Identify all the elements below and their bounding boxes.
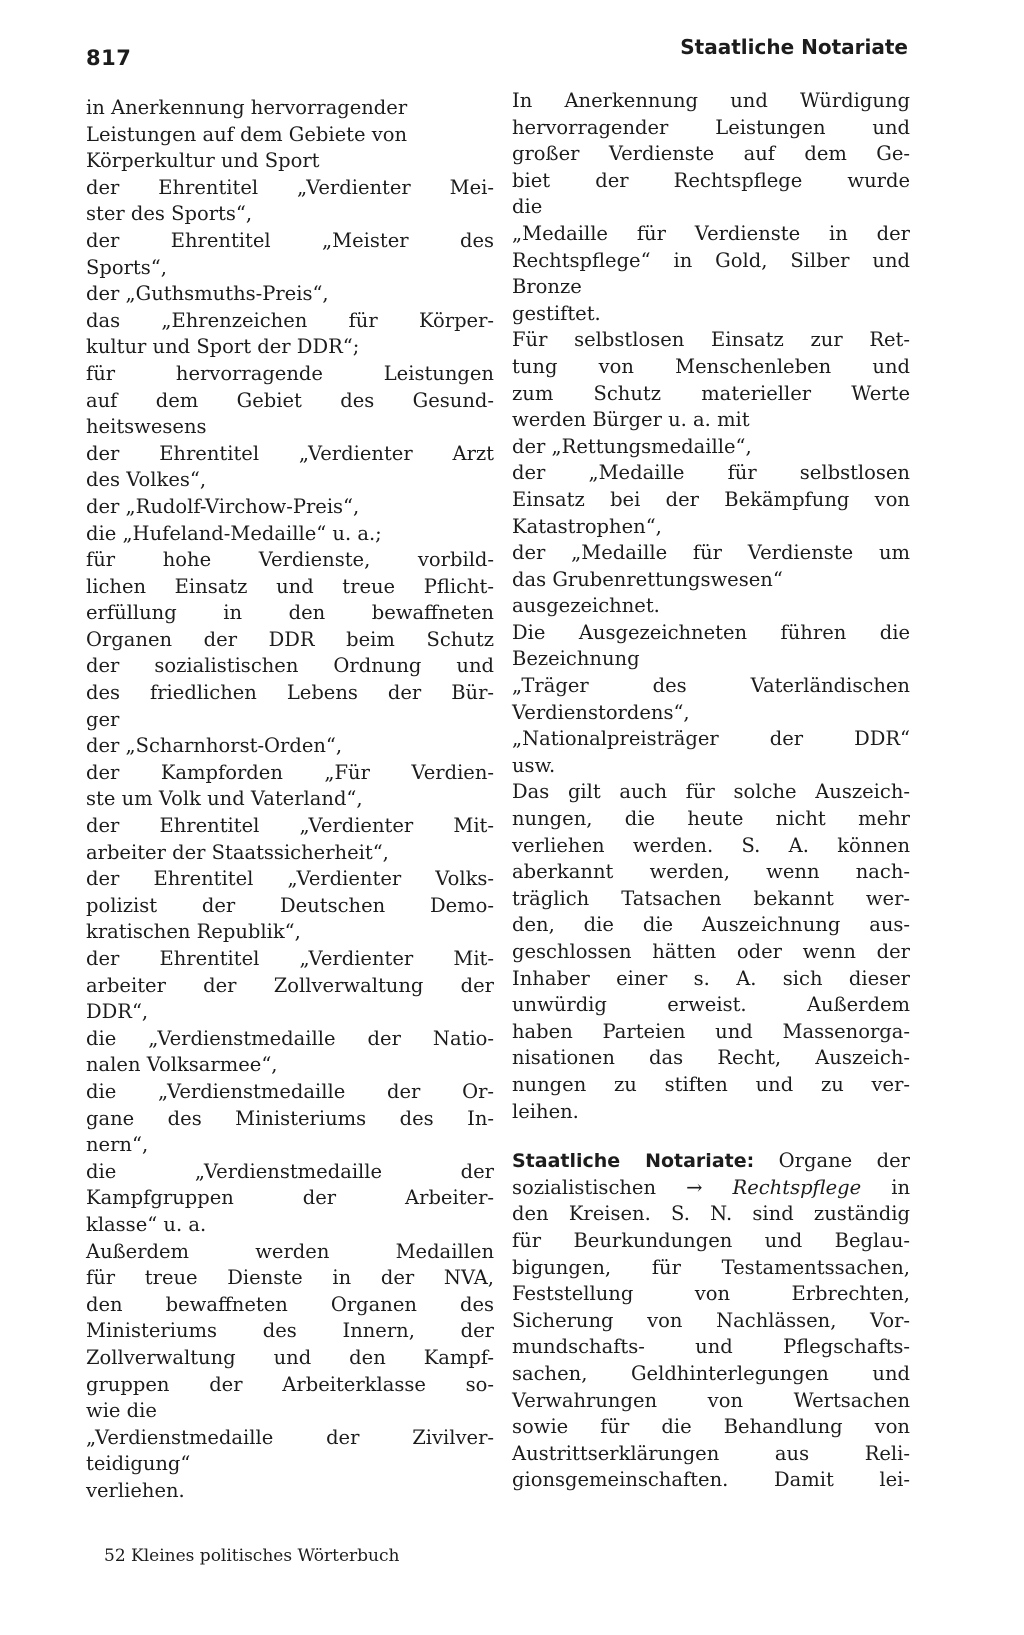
entry-first-line-rest: Organe der [778, 1149, 910, 1173]
cross-reference-arrow-icon: → [686, 1175, 703, 1199]
text-line: haben Parteien und Massenorga- [512, 1019, 910, 1043]
text-line: Zollverwaltung und den Kampf- [86, 1345, 494, 1369]
text-line: leihen. [512, 1099, 579, 1123]
text-line: der „Guthsmuths-Preis“, [86, 282, 329, 306]
text-line: der „Rettungsmedaille“, [512, 434, 752, 458]
text-line: verliehen werden. S. A. können [512, 833, 910, 857]
text-line: erfüllung in den bewaffneten [86, 601, 494, 625]
text-line: Rechtspflege“ in Gold, Silber und [512, 248, 910, 272]
text-line: Organen der DDR beim Schutz [86, 627, 494, 651]
text-line: unwürdig erweist. Außerdem [512, 993, 910, 1017]
dictionary-entry [512, 1148, 910, 1494]
text-line: „Medaille für Verdienste in der [512, 221, 910, 245]
text-line: der Ehrentitel „Verdienter Volks- [86, 867, 494, 891]
text-line: klasse“ u. a. [86, 1212, 207, 1236]
text-line: des friedlichen Lebens der Bür- [86, 681, 494, 705]
text-line: Sicherung von Nachlässen, Vor- [512, 1308, 910, 1332]
text-line: Katastrophen“, [512, 514, 662, 538]
text-line: nisationen das Recht, Auszeich- [512, 1046, 910, 1070]
text-line: ausgezeichnet. [512, 594, 660, 618]
text-line: nungen, die heute nicht mehr [512, 807, 910, 831]
text-line: hervorragender Leistungen und [512, 115, 910, 139]
text-line: Die Ausgezeichneten führen die [512, 620, 910, 644]
text-line: der Ehrentitel „Meister des [86, 228, 494, 252]
text-line: „Träger des Vaterländischen [512, 674, 910, 698]
text-line: ger [86, 707, 120, 731]
text-line: die „Verdienstmedaille der [86, 1159, 494, 1183]
text-line: wie die [86, 1399, 157, 1423]
text-line: DDR“, [86, 1000, 149, 1024]
text-line: arbeiter der Zollverwaltung der [86, 973, 494, 997]
text-line: nern“, [86, 1133, 149, 1157]
text-line: sowie für die Behandlung von [512, 1415, 910, 1439]
text-line: Bezeichnung [512, 647, 640, 671]
page-number: 817 [86, 46, 132, 70]
text-line: „Nationalpreisträger der DDR“ [512, 727, 910, 751]
text-line: werden Bürger u. a. mit [512, 408, 750, 432]
text-line: der Kampforden „Für Verdien- [86, 760, 494, 784]
text-line: den Kreisen. S. N. sind zuständig [512, 1202, 910, 1226]
text-line: Einsatz bei der Bekämpfung von [512, 487, 910, 511]
text-line: Körperkultur und Sport [86, 149, 320, 173]
entry-first-line [512, 1148, 910, 1175]
right-column-body [512, 88, 910, 1125]
text-line: den, die die Auszeichnung aus- [512, 913, 910, 937]
text-line: Feststellung von Erbrechten, [512, 1282, 910, 1306]
text-line: für hervorragende Leistungen [86, 361, 494, 385]
text-line: Sports“, [86, 255, 167, 279]
text-line: zum Schutz materieller Werte [512, 381, 910, 405]
text-line: ster des Sports“, [86, 202, 253, 226]
text-line: Kampfgruppen der Arbeiter- [86, 1186, 494, 1210]
text-line: mundschafts- und Pflegschafts- [512, 1335, 910, 1359]
text-line: der „Medaille für selbstlosen [512, 461, 910, 485]
text-line: der sozialistischen Ordnung und [86, 654, 494, 678]
text-line: geschlossen hätten oder wenn der [512, 940, 910, 963]
entry-second-line-post: in [891, 1175, 911, 1199]
text-line: Inhaber einer s. A. sich dieser [512, 966, 910, 990]
footer-signature: 52 Kleines politisches Wörterbuch [104, 1546, 400, 1566]
text-line: die [512, 195, 543, 219]
text-line: usw. [512, 753, 556, 777]
running-head: Staatliche Notariate [680, 35, 908, 59]
entry-second-line-pre: sozialistischen [512, 1175, 657, 1199]
text-line: für hohe Verdienste, vorbild- [86, 548, 494, 572]
text-line: den bewaffneten Organen des [86, 1292, 494, 1316]
text-line: biet der Rechtspflege wurde [512, 168, 910, 192]
entry-second-line [512, 1175, 910, 1202]
text-line: der Ehrentitel „Verdienter Mei- [86, 175, 494, 199]
paragraph-gap [512, 1125, 910, 1148]
text-line: der „Medaille für Verdienste um [512, 541, 910, 565]
text-line: der Ehrentitel „Verdienter Mit- [86, 947, 494, 970]
text-line: arbeiter der Staatssicherheit“, [86, 840, 389, 864]
text-line: das Grubenrettungswesen“ [512, 567, 783, 591]
text-line: tung von Menschenleben und [512, 354, 910, 378]
text-line: lichen Einsatz und treue Pflicht- [86, 574, 494, 598]
text-line: Außerdem werden Medaillen [86, 1239, 494, 1263]
text-line: In Anerkennung und Würdigung [512, 89, 910, 112]
text-line: Das gilt auch für solche Auszeich- [512, 780, 910, 804]
text-line: nalen Volksarmee“, [86, 1053, 278, 1077]
text-line: sachen, Geldhinterlegungen und [512, 1361, 910, 1385]
text-line: gionsgemeinschaften. Damit lei- [512, 1468, 910, 1492]
text-line: das „Ehrenzeichen für Körper- [86, 308, 494, 332]
text-line: die „Verdienstmedaille der Natio- [86, 1026, 494, 1050]
text-line: Leistungen auf dem Gebiete von [86, 122, 408, 146]
text-line: heitswesens [86, 415, 207, 439]
text-line: bigungen, für Testamentssachen, [512, 1255, 910, 1279]
text-line: der „Rudolf-Virchow-Preis“, [86, 494, 360, 518]
text-line: der Ehrentitel „Verdienter Arzt [86, 441, 494, 465]
text-line: verliehen. [86, 1478, 185, 1502]
right-column [512, 88, 910, 1494]
text-line: Bronze [512, 275, 582, 299]
text-line: Austrittserklärungen aus Reli- [512, 1441, 910, 1465]
left-column [86, 95, 494, 1504]
text-line: „Verdienstmedaille der Zivilver- [86, 1425, 494, 1449]
text-line: gestiftet. [512, 301, 601, 325]
text-line: Verwahrungen von Wertsachen [512, 1388, 910, 1412]
text-line: Für selbstlosen Einsatz zur Ret- [512, 328, 910, 352]
text-line: Ministeriums des Innern, der [86, 1319, 494, 1343]
text-line: großer Verdienste auf dem Ge- [512, 142, 910, 166]
text-line: gruppen der Arbeiterklasse so- [86, 1372, 494, 1396]
cross-reference-link[interactable]: Rechtspflege [732, 1175, 862, 1199]
entry-body [512, 1201, 910, 1494]
text-line: die „Hufeland-Medaille“ u. a.; [86, 521, 382, 545]
text-line: für Beurkundungen und Beglau- [512, 1228, 910, 1252]
text-line: ste um Volk und Vaterland“, [86, 787, 363, 811]
entry-term: Staatliche Notariate: [512, 1150, 755, 1173]
text-line: polizist der Deutschen Demo- [86, 893, 494, 917]
text-line: kratischen Republik“, [86, 920, 301, 944]
text-line: träglich Tatsachen bekannt wer- [512, 886, 910, 910]
text-line: die „Verdienstmedaille der Or- [86, 1079, 494, 1103]
text-line: aberkannt werden, wenn nach- [512, 860, 910, 884]
text-line: Verdienstordens“, [512, 700, 690, 724]
text-line: in Anerkennung hervorragender [86, 96, 408, 119]
text-line: der Ehrentitel „Verdienter Mit- [86, 814, 494, 838]
text-line: gane des Ministeriums des In- [86, 1106, 494, 1130]
text-line: nungen zu stiften und zu ver- [512, 1072, 910, 1096]
text-line: auf dem Gebiet des Gesund- [86, 388, 494, 412]
text-line: für treue Dienste in der NVA, [86, 1266, 494, 1290]
text-line: kultur und Sport der DDR“; [86, 335, 360, 359]
text-line: der „Scharnhorst-Orden“, [86, 734, 343, 758]
text-line: des Volkes“, [86, 468, 207, 492]
text-line: teidigung“ [86, 1452, 191, 1476]
